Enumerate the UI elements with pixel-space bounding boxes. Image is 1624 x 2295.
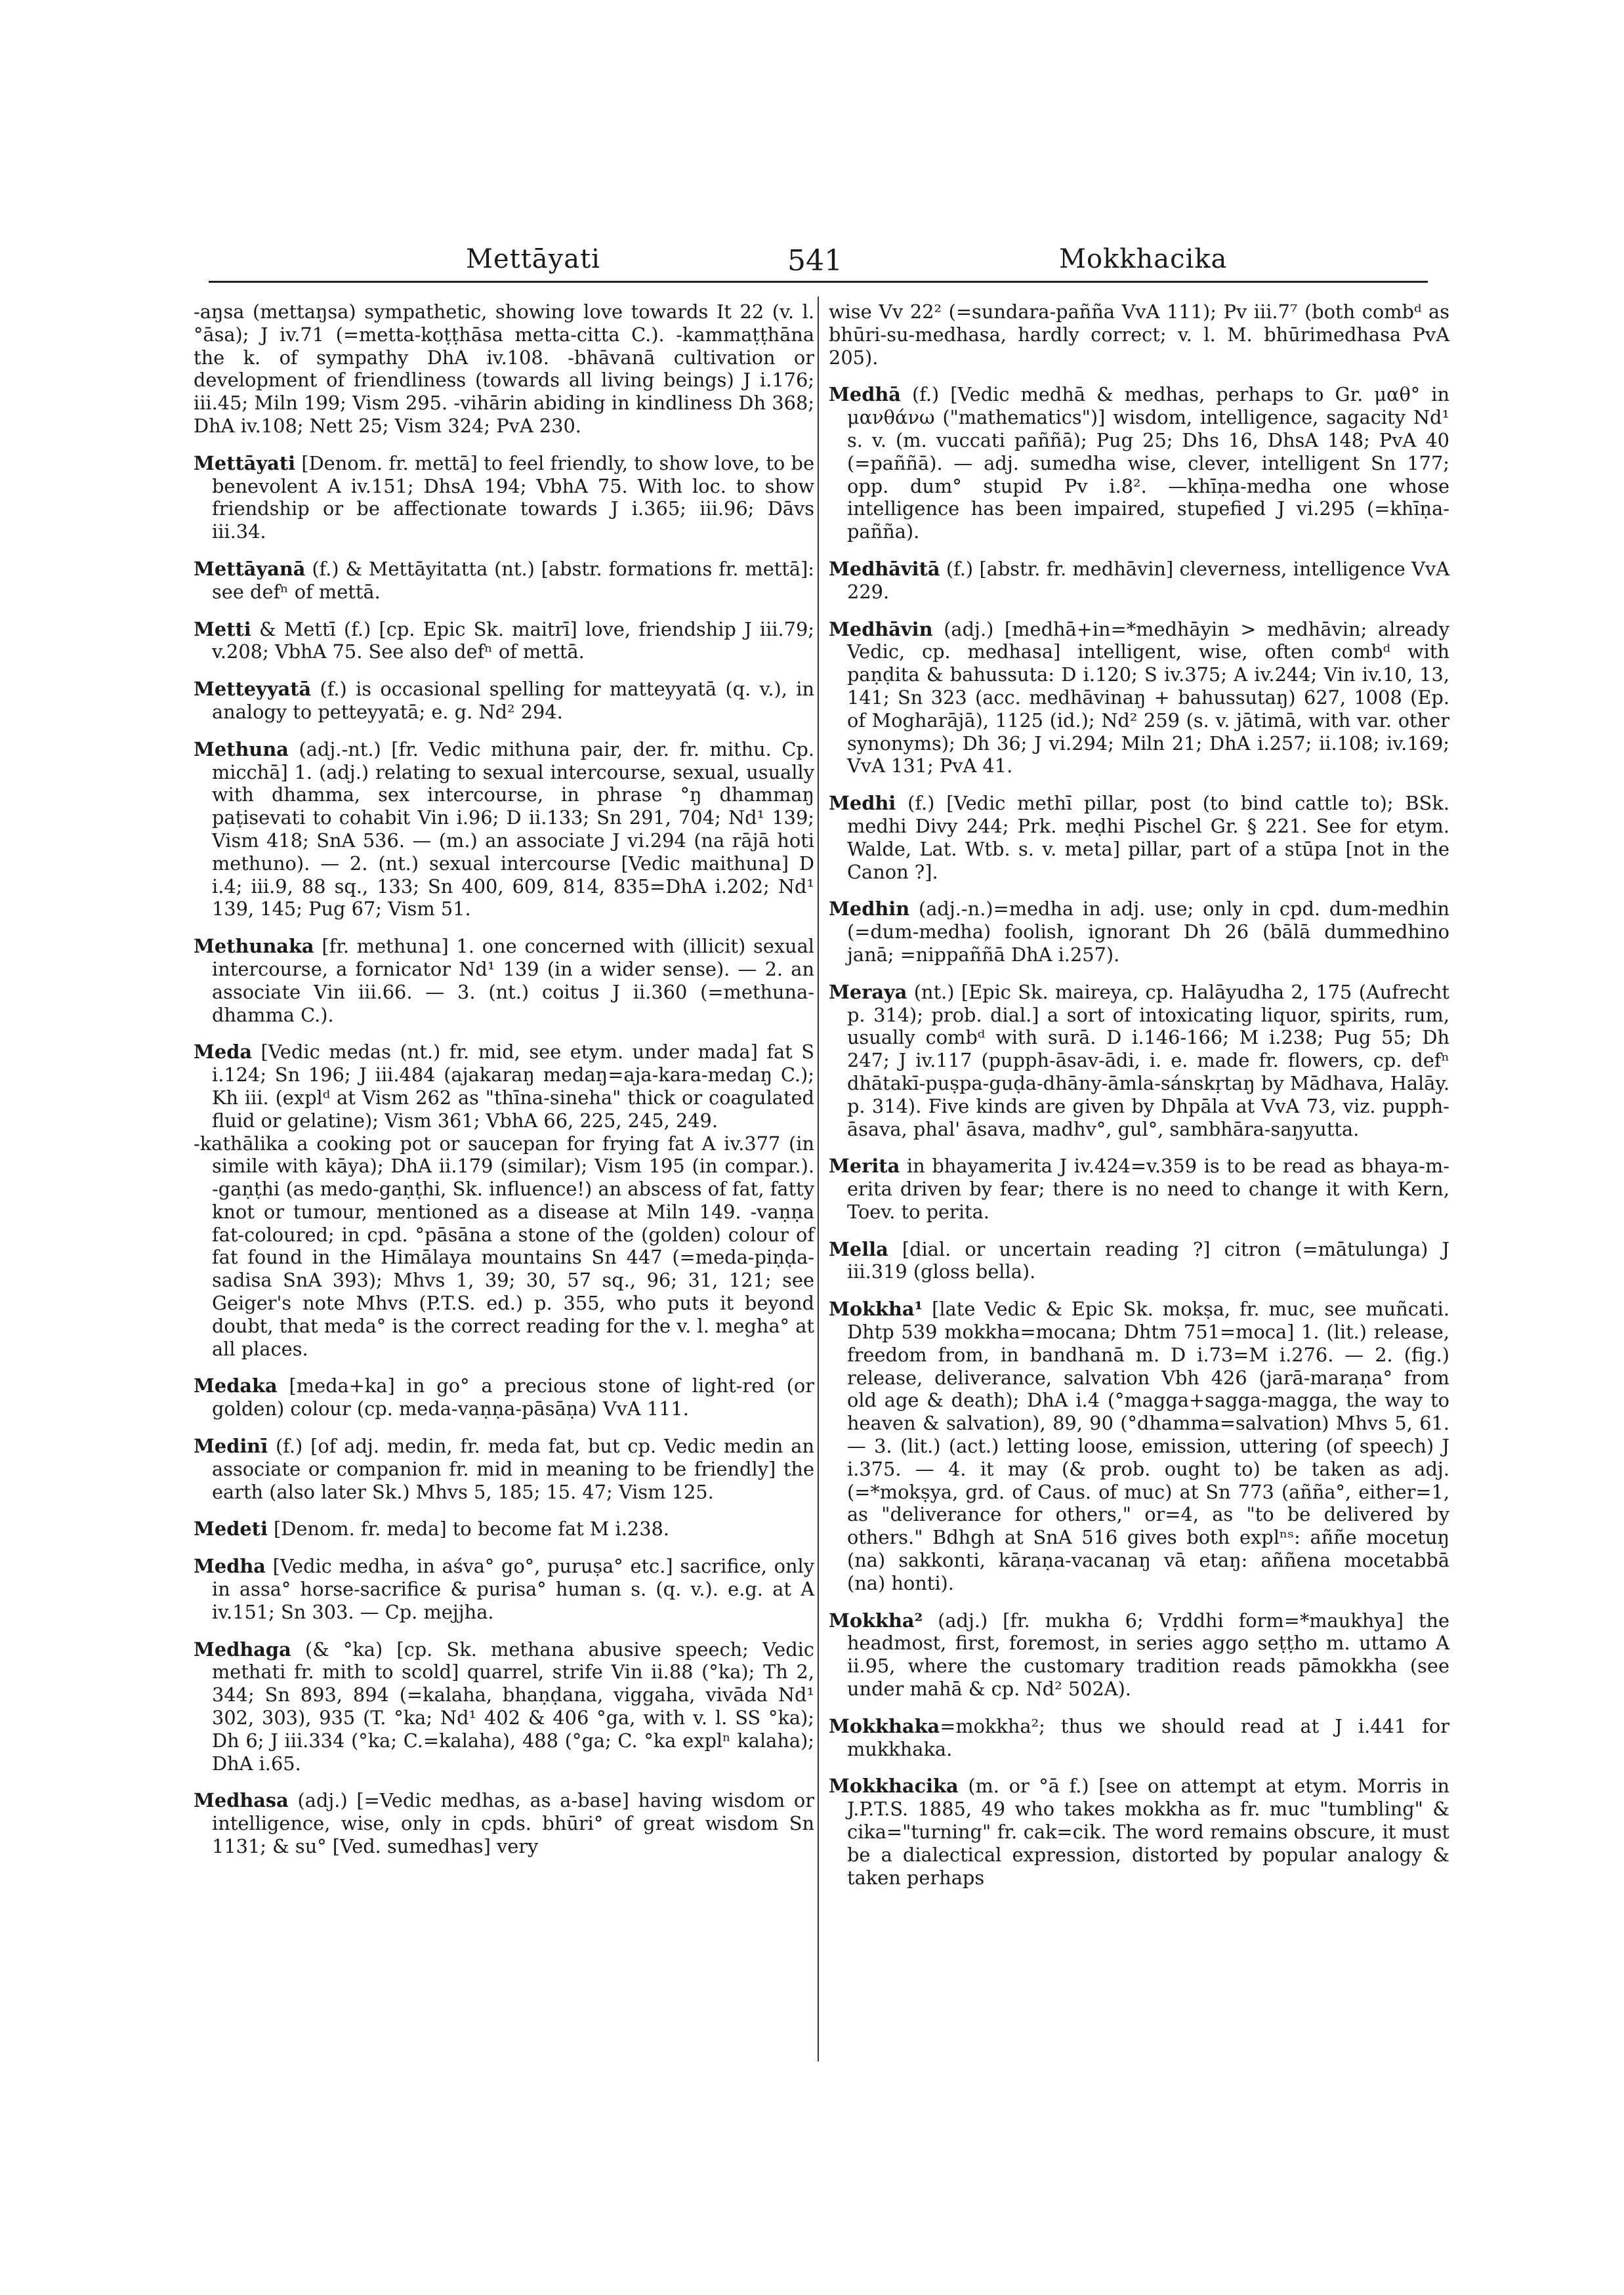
dictionary-entry: Medeti [Denom. fr. meda] to become fat M i.238. [194, 1518, 670, 1540]
headword: Meraya [829, 980, 907, 1003]
headword: Merita [829, 1155, 900, 1178]
dictionary-entry: Metti & Mettī (f.) [cp. Epic Sk. maitrī] love, friendship J iii.79; v.208; VbhA 75. See also defⁿ of mettā. [194, 617, 814, 663]
dictionary-entry: Medaka [meda+ka] in go° a precious stone of light-red (or golden) colour (cp. meda-vaṇṇa-pāsāṇa) VvA 111. [194, 1375, 814, 1420]
header-right-word: Mokkhacika [1059, 244, 1228, 274]
headword: Medhā [829, 383, 901, 406]
dictionary-entry: Mokkha¹ [late Vedic & Epic Sk. mokṣa, fr. muc, see muñcati. Dhtp 539 mokkha=mocana; Dhtm 751=moca] 1. (lit.) release, freedom from, in bandhanā m. D i.73=M i.276. — 2. (fig.) release, deliverance, salvation Vbh 426 (jarā-maraṇa° from old age & death); DhA i.4 (°magga+sagga-magga, the way to heaven & salvation), 89, 90 (°dhamma=salvation) Mhvs 5, 61. — 3. (lit.) (act.) letting loose, emission, uttering (of speech) J i.375. — 4. it may (& prob. ought to) be taken as adj. (=*mokṣya, grd. of Caus. of muc) at Sn 773 (añña°, either=1, as "deliverance for others," or=4, as "to be delivered by others." Bdhgh at SnA 516 gives both explⁿˢ: aññe mocetuŋ (na) sakkonti, kāraṇa-vacanaŋ vā etaŋ: aññena mocetabbā (na) honti). [829, 1298, 1449, 1594]
headword: Medaka [194, 1375, 278, 1397]
column-divider [818, 297, 819, 2061]
dictionary-entry: Methuna (adj.-nt.) [fr. Vedic mithuna pair, der. fr. mithu. Cp. micchā] 1. (adj.) relating to sexual intercourse, sexual, usually with dhamma, sex intercourse, in phrase °ŋ dhammaŋ paṭisevati to cohabit Vin i.96; D ii.133; Sn 291, 704; Nd¹ 139; Vism 418; SnA 536. — (m.) an associate J vi.294 (na rājā hoti methuno). — 2. (nt.) sexual intercourse [Vedic maithuna] D i.4; iii.9, 88 sq., 133; Sn 400, 609, 814, 835=DhA i.202; Nd¹ 139, 145; Pug 67; Vism 51. [194, 737, 814, 920]
headword: Mokkhaka [829, 1714, 940, 1737]
headword: Metti [194, 617, 251, 640]
dictionary-entry: Medhāvin (adj.) [medhā+in=*medhāyin > medhāvin; already Vedic, cp. medhasa] intelligent, wise, often combᵈ with paṇḍita & bahussuta: D i.120; S iv.375; A iv.244; Vin iv.10, 13, 141; Sn 323 (acc. medhāvinaŋ + bahussutaŋ) 627, 1008 (Ep. of Mogharājā), 1125 (id.); Nd² 259 (s. v. jātimā, with var. other synonyms); Dh 36; J vi.294; Miln 21; DhA i.257; ii.108; iv.169; VvA 131; PvA 41. [829, 617, 1449, 777]
dictionary-entry: Meda [Vedic medas (nt.) fr. mid, see etym. under mada] fat S i.124; Sn 196; J iii.484 (ajakaraŋ medaŋ=aja-kara-medaŋ C.); Kh iii. (explᵈ at Vism 262 as "thīna-sineha" thick or coagulated fluid or gelatine); Vism 361; VbhA 66, 225, 245, 249. -kathālika a cooking pot or saucepan for frying fat A iv.377 (in simile with kāya); DhA ii.179 (similar); Vism 195 (in compar.). -gaṇṭhi (as medo-gaṇṭhi, Sk. influence!) an abscess of fat, fatty knot or tumour, mentioned as a disease at Miln 149. -vaṇṇa fat-coloured; in cpd. °pāsāna a stone of the (golden) colour of fat found in the Himālaya mountains Sn 447 (=meda-piṇḍa-sadisa SnA 393); Mhvs 1, 39; 30, 57 sq., 96; 31, 121; see Geiger's note Mhvs (P.T.S. ed.) p. 355, who puts it beyond doubt, that meda° is the correct reading for the v. l. megha° at all places. [194, 1041, 814, 1360]
dictionary-entry: Metteyyatā (f.) is occasional spelling for matteyyatā (q. v.), in analogy to petteyyatā; e. g. Nd² 294. [194, 678, 814, 723]
page-header [209, 244, 1428, 283]
dictionary-entry: Medhaga (& °ka) [cp. Sk. methana abusive speech; Vedic methati fr. mith to scold] quarrel, strife Vin ii.88 (°ka); Th 2, 344; Sn 893, 894 (=kalaha, bhaṇḍana, viggaha, vivāda Nd¹ 302, 303), 935 (T. °ka; Nd¹ 402 & 406 °ga, with v. l. SS °ka); Dh 6; J iii.334 (°ka; C.=kalaha), 488 (°ga; C. °ka explⁿ kalaha); DhA i.65. [194, 1638, 814, 1775]
headword: Mokkhacika [829, 1775, 959, 1798]
headword: Medhin [829, 898, 910, 920]
dictionary-entry: -aŋsa (mettaŋsa) sympathetic, showing love towards It 22 (v. l. °āsa); J iv.71 (=metta-koṭṭhāsa metta-citta C.). -kammaṭṭhāna the k. of sympathy DhA iv.108. -bhāvanā cultivation or development of friendliness (towards all living beings) J i.176; iii.45; Miln 199; Vism 295. -vihārin abiding in kindliness Dh 368; DhA iv.108; Nett 25; Vism 324; PvA 230. [194, 300, 814, 437]
headword: Medhaga [194, 1638, 291, 1661]
headword: Medha [194, 1555, 266, 1578]
headword: Mokkha² [829, 1609, 923, 1632]
headword: Medinī [194, 1435, 268, 1458]
headword: Medhāvitā [829, 557, 940, 580]
right-column [829, 300, 1449, 1903]
dictionary-entry: Medha [Vedic medha, in aśva° go°, puruṣa° etc.] sacrifice, only in assa° horse-sacrifice & purisa° human s. (q. v.). e.g. at A iv.151; Sn 303. — Cp. mejjha. [194, 1555, 814, 1623]
headword: Mella [829, 1237, 888, 1260]
dictionary-entry: Merita in bhayamerita J iv.424=v.359 is to be read as bhaya-m-erita driven by fear; there is no need to change it with Kern, Toev. to perita. [829, 1155, 1449, 1223]
left-column [194, 300, 814, 1872]
dictionary-entry: Meraya (nt.) [Epic Sk. maireya, cp. Halāyudha 2, 175 (Aufrecht p. 314); prob. dial.] a sort of intoxicating liquor, spirits, rum, usually combᵈ with surā. D i.146-166; M i.238; Pug 55; Dh 247; J iv.117 (pupph-āsav-ādi, i. e. made fr. flowers, cp. defⁿ dhātakī-puṣpa-guḍa-dhāny-āmla-sánskṛtaŋ by Mādhava, Halāy. p. 314). Five kinds are given by Dhpāla at VvA 73, viz. pupph-āsava, phal' āsava, madhv°, gul°, sambhāra-saŋyutta. [829, 980, 1449, 1140]
dictionary-entry: Medhasa (adj.) [=Vedic medhas, as a-base] having wisdom or intelligence, wise, only in cpds. bhūri° of great wisdom Sn 1131; & su° [Ved. sumedhas] very [194, 1789, 814, 1858]
dictionary-entry: Medhin (adj.-n.)=medha in adj. use; only in cpd. dum-medhin (=dum-medha) foolish, ignorant Dh 26 (bālā dummedhino janā; =nippaññā DhA i.257). [829, 898, 1449, 966]
headword: Medhasa [194, 1789, 289, 1812]
header-rule [209, 281, 1428, 283]
page-number: 541 [787, 244, 843, 278]
headword: Mettāyanā [194, 557, 306, 580]
headword: Medhi [829, 792, 896, 815]
dictionary-entry: Medhā (f.) [Vedic medhā & medhas, perhaps to Gr. μαθ° in μανθάνω ("mathematics")] wisdom, intelligence, sagacity Nd¹ s. v. (m. vuccati paññā); Pug 25; Dhs 16, DhsA 148; PvA 40 (=paññā). — adj. sumedha wise, clever, intelligent Sn 177; opp. dum° stupid Pv i.8². —khīṇa-medha one whose intelligence has been impaired, stupefied J vi.295 (=khīṇa-pañña). [829, 383, 1449, 543]
header-left-word: Mettāyati [466, 244, 600, 274]
headword: Methunaka [194, 935, 314, 958]
dictionary-entry: Mokkhacika (m. or °ā f.) [see on attempt at etym. Morris in J.P.T.S. 1885, 49 who takes mokkha as fr. muc "tumbling" & cika="turning" fr. cak=cik. The word remains obscure, it must be a dialectical expression, distorted by popular analogy & taken perhaps [829, 1775, 1449, 1889]
dictionary-entry: Medhāvitā (f.) [abstr. fr. medhāvin] cleverness, intelligence VvA 229. [829, 557, 1449, 603]
headword: Medhāvin [829, 617, 933, 640]
headword: Meda [194, 1041, 252, 1064]
sub-entry: -kathālika a cooking pot or saucepan for frying fat A iv.377 (in simile with kāya); DhA ii.179 (similar); Vism 195 (in compar.). -gaṇṭhi (as medo-gaṇṭhi, Sk. influence!) an abscess of fat, fatty knot or tumour, mentioned as a disease at Miln 149. -vaṇṇa fat-coloured; in cpd. °pāsāna a stone of the (golden) colour of fat found in the Himālaya mountains Sn 447 (=meda-piṇḍa-sadisa SnA 393); Mhvs 1, 39; 30, 57 sq., 96; 31, 121; see Geiger's note Mhvs (P.T.S. ed.) p. 355, who puts it beyond doubt, that meda° is the correct reading for the v. l. megha° at all places. [194, 1132, 814, 1360]
headword: Methuna [194, 737, 289, 760]
dictionary-entry: Medhi (f.) [Vedic methī pillar, post (to bind cattle to); BSk. medhi Divy 244; Prk. meḍhi Pischel Gr. § 221. See for etym. Walde, Lat. Wtb. s. v. meta] pillar, part of a stūpa [not in the Canon ?]. [829, 792, 1449, 883]
headword: Mettāyati [194, 451, 296, 474]
dictionary-entry: Medinī (f.) [of adj. medin, fr. meda fat, but cp. Vedic medin an associate or companion fr. mid in meaning to be friendly] the earth (also later Sk.) Mhvs 5, 185; 15. 47; Vism 125. [194, 1435, 814, 1503]
headword: Metteyyatā [194, 678, 312, 701]
dictionary-entry: wise Vv 22² (=sundara-pañña VvA 111); Pv iii.7⁷ (both combᵈ as bhūri-su-medhasa, hardly correct; v. l. M. bhūrimedhasa PvA 205). [829, 300, 1449, 369]
dictionary-entry: Mettāyati [Denom. fr. mettā] to feel friendly, to show love, to be benevolent A iv.151; DhsA 194; VbhA 75. With loc. to show friendship or be affectionate towards J i.365; iii.96; Dāvs iii.34. [194, 451, 814, 543]
dictionary-entry: Mokkhaka=mokkha²; thus we should read at J i.441 for mukkhaka. [829, 1714, 1449, 1760]
headword: Mokkha¹ [829, 1298, 923, 1321]
headword: Medeti [194, 1518, 268, 1540]
dictionary-entry: Mokkha² (adj.) [fr. mukha 6; Vṛddhi form=*maukhya] the headmost, first, foremost, in series aggo seṭṭho m. uttamo A ii.95, where the customary tradition reads pāmokkha (see under mahā & cp. Nd² 502A). [829, 1609, 1449, 1701]
dictionary-entry: Mella [dial. or uncertain reading ?] citron (=mātulunga) J iii.319 (gloss bella). [829, 1237, 1449, 1283]
dictionary-entry: Mettāyanā (f.) & Mettāyitatta (nt.) [abstr. formations fr. mettā]: see defⁿ of mettā. [194, 557, 814, 603]
dictionary-entry: Methunaka [fr. methuna] 1. one concerned with (illicit) sexual intercourse, a fornicator Nd¹ 139 (in a wider sense). — 2. an associate Vin iii.66. — 3. (nt.) coitus J ii.360 (=methuna-dhamma C.). [194, 935, 814, 1026]
